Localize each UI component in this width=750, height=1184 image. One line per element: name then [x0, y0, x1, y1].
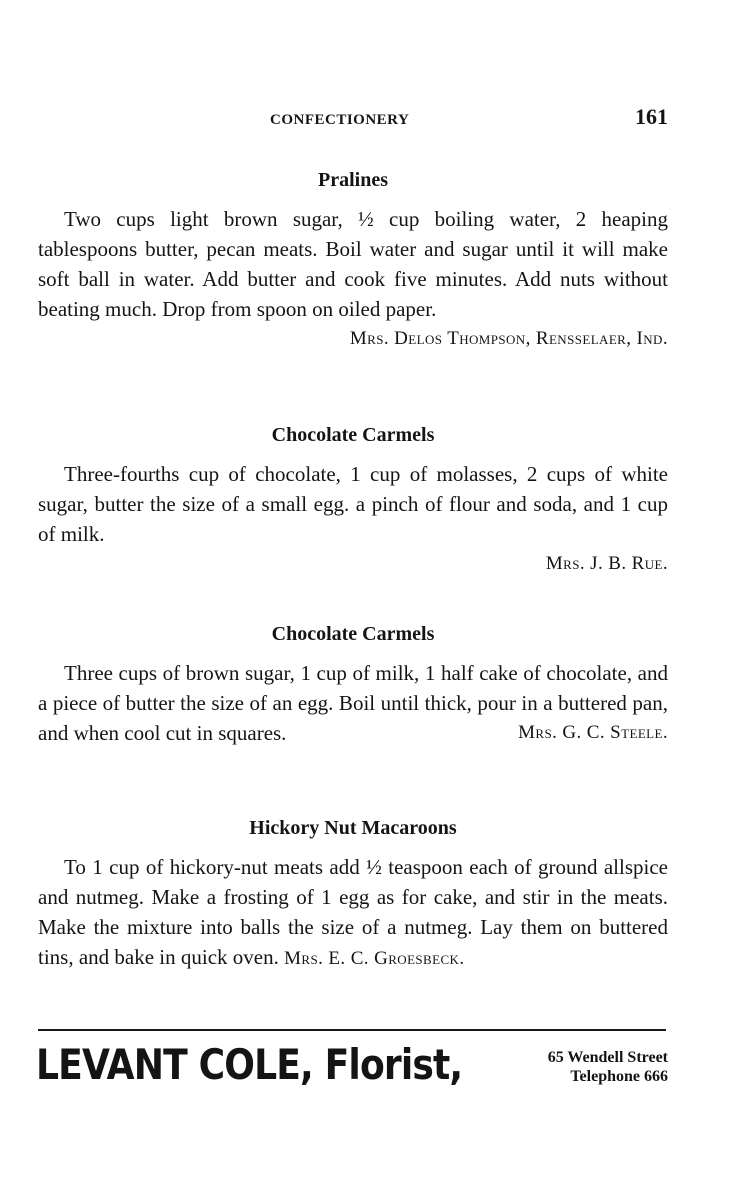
- recipe-credit: Mrs. G. C. Steele.: [518, 722, 668, 743]
- advertiser-name: LEVANT COLE, Florist,: [36, 1040, 463, 1089]
- recipe-title: Chocolate Carmels: [271, 424, 435, 446]
- recipe-body: Two cups light brown sugar, ½ cup boiling water, 2 heaping tablespoons butter, pecan meats. Boil water and sugar until it will make soft ball in water. Add butter and cook five minutes. Add nuts without beating much. Drop from spoon on oiled paper.: [38, 207, 668, 321]
- book-page: [38, 0, 668, 1184]
- recipe-credit: Mrs. J. B. Rue.: [545, 553, 668, 574]
- recipe-credit: Mrs. E. C. Groesbeck.: [284, 948, 465, 969]
- recipe-title: Hickory Nut Macaroons: [249, 817, 457, 839]
- page-number: 161: [635, 104, 668, 129]
- recipe-body: Three-fourths cup of chocolate, 1 cup of molasses, 2 cups of white sugar, butter the size of a small egg. a pinch of flour and soda, and 1 cup of milk.: [38, 462, 668, 546]
- recipe-chocolate-carmels-2: [38, 620, 668, 748]
- recipe-title: Pralines: [318, 169, 388, 191]
- advertiser-telephone: Telephone 666: [570, 1068, 668, 1085]
- recipe-chocolate-carmels-1: [38, 421, 668, 579]
- recipe-body: [38, 852, 668, 974]
- section-title: CONFECTIONERY: [270, 112, 410, 128]
- recipe-body-text: Three cups of brown sugar, 1 cup of milk, 1 half cake of chocolate, and a piece of butter the size of an egg. Boil until thick, pour in a buttered pan, and when cool cut in squares.: [38, 661, 668, 745]
- recipe-pralines: [38, 166, 668, 354]
- recipe-body-text: To 1 cup of hickory-nut meats add ½ teaspoon each of ground allspice and nutmeg. Make a frosting of 1 egg as for cake, and stir in the meats. Make the mixture into balls the size of a nutmeg. Lay them on buttered tins, and bake in quick oven.: [38, 855, 668, 969]
- divider-rule: [38, 1029, 666, 1031]
- recipe-credit: Mrs. Delos Thompson, Rensselaer, Ind.: [349, 328, 668, 349]
- recipe-title: Chocolate Carmels: [271, 623, 435, 645]
- advertiser-address: [548, 1048, 668, 1086]
- recipe-hickory-nut-macaroons: [38, 814, 668, 974]
- advertisement: [38, 1036, 668, 1106]
- recipe-body: [38, 658, 668, 748]
- advertiser-street: 65 Wendell Street: [547, 1049, 668, 1066]
- running-head: [38, 104, 668, 134]
